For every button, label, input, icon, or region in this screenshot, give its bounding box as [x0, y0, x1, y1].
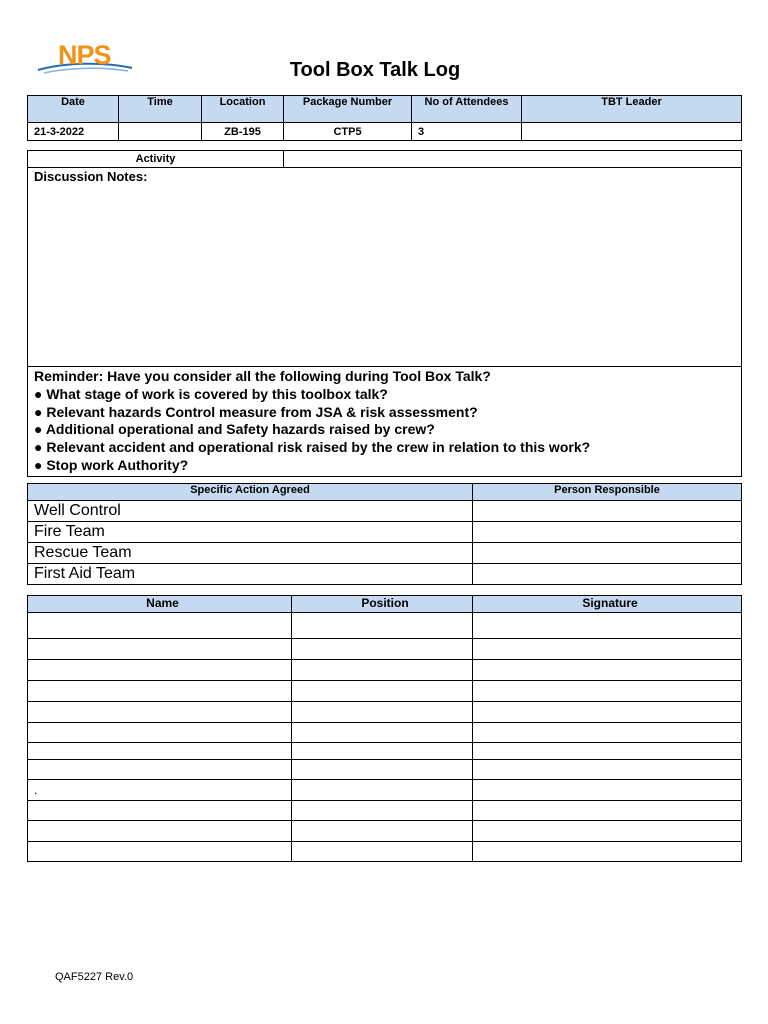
- signature-cell[interactable]: [473, 723, 742, 743]
- location-header: Location: [202, 96, 284, 123]
- position-header: Position: [292, 596, 473, 613]
- reminder-item: ● What stage of work is covered by this toolbox talk?: [34, 385, 388, 402]
- name-cell[interactable]: .: [28, 780, 292, 801]
- person-cell[interactable]: [473, 564, 742, 585]
- tbt-leader-header: TBT Leader: [522, 96, 742, 123]
- position-cell[interactable]: [292, 780, 473, 801]
- position-cell[interactable]: [292, 743, 473, 760]
- attendees-field[interactable]: 3: [412, 123, 522, 141]
- table-row: [28, 780, 742, 801]
- name-cell[interactable]: [28, 639, 292, 660]
- form-code: QAF5227 Rev.0: [55, 971, 134, 983]
- info-table: [27, 95, 742, 141]
- name-cell[interactable]: [28, 702, 292, 723]
- signature-cell[interactable]: [473, 639, 742, 660]
- table-row: [28, 743, 742, 760]
- discussion-notes-label: Discussion Notes:: [34, 169, 148, 184]
- name-cell[interactable]: [28, 842, 292, 862]
- signature-cell[interactable]: [473, 660, 742, 681]
- package-number-header: Package Number: [284, 96, 412, 123]
- person-cell[interactable]: [473, 501, 742, 522]
- person-responsible-header: Person Responsible: [473, 484, 742, 501]
- name-cell[interactable]: [28, 681, 292, 702]
- position-cell[interactable]: [292, 760, 473, 780]
- position-cell[interactable]: [292, 702, 473, 723]
- signature-cell[interactable]: [473, 842, 742, 862]
- specific-action-header: Specific Action Agreed: [28, 484, 473, 501]
- signature-header: Signature: [473, 596, 742, 613]
- signature-cell[interactable]: [473, 780, 742, 801]
- position-cell[interactable]: [292, 660, 473, 681]
- person-cell[interactable]: [473, 543, 742, 564]
- action-cell[interactable]: Rescue Team: [28, 543, 473, 564]
- time-header: Time: [119, 96, 202, 123]
- activity-field[interactable]: [284, 151, 742, 168]
- signature-cell[interactable]: [473, 681, 742, 702]
- position-cell[interactable]: [292, 639, 473, 660]
- table-row: [28, 522, 742, 543]
- table-row: [28, 723, 742, 743]
- attendance-table: [27, 595, 742, 862]
- time-field[interactable]: [119, 123, 202, 141]
- name-cell[interactable]: [28, 821, 292, 842]
- reminder-item: ● Stop work Authority?: [34, 456, 189, 473]
- date-field[interactable]: 21-3-2022: [28, 123, 119, 141]
- table-row: [28, 842, 742, 862]
- position-cell[interactable]: [292, 842, 473, 862]
- table-row: [28, 821, 742, 842]
- position-cell[interactable]: [292, 801, 473, 821]
- position-cell[interactable]: [292, 723, 473, 743]
- table-row: [28, 639, 742, 660]
- activity-table: [27, 150, 742, 477]
- table-row: [28, 564, 742, 585]
- name-cell[interactable]: [28, 743, 292, 760]
- reminder-item: ● Relevant accident and operational risk raised by the crew in relation to this work?: [34, 439, 591, 456]
- activity-label: Activity: [28, 151, 284, 168]
- position-cell[interactable]: [292, 613, 473, 639]
- name-cell[interactable]: [28, 723, 292, 743]
- reminder-box: [28, 367, 742, 477]
- document-title: Tool Box Talk Log: [289, 59, 461, 81]
- attendees-header: No of Attendees: [412, 96, 522, 123]
- signature-cell[interactable]: [473, 743, 742, 760]
- table-row: [28, 801, 742, 821]
- signature-cell[interactable]: [473, 613, 742, 639]
- name-cell[interactable]: [28, 760, 292, 780]
- name-header: Name: [28, 596, 292, 613]
- table-row: [28, 660, 742, 681]
- table-row: [28, 543, 742, 564]
- signature-cell[interactable]: [473, 702, 742, 723]
- location-field[interactable]: ZB-195: [202, 123, 284, 141]
- signature-cell[interactable]: [473, 801, 742, 821]
- table-row: [28, 501, 742, 522]
- name-cell[interactable]: [28, 801, 292, 821]
- position-cell[interactable]: [292, 821, 473, 842]
- signature-cell[interactable]: [473, 821, 742, 842]
- table-row: [28, 613, 742, 639]
- action-cell[interactable]: First Aid Team: [28, 564, 473, 585]
- reminder-item: ● Relevant hazards Control measure from JSA & risk assessment?: [34, 403, 478, 420]
- position-cell[interactable]: [292, 681, 473, 702]
- signature-cell[interactable]: [473, 760, 742, 780]
- table-row: [28, 681, 742, 702]
- reminder-heading: Reminder: Have you consider all the following during Tool Box Talk?: [34, 368, 491, 384]
- action-cell[interactable]: Fire Team: [28, 522, 473, 543]
- date-header: Date: [28, 96, 119, 123]
- name-cell[interactable]: [28, 660, 292, 681]
- logo-text: NPS: [58, 40, 111, 70]
- action-table: [27, 483, 742, 585]
- person-cell[interactable]: [473, 522, 742, 543]
- tbt-leader-field[interactable]: [522, 123, 742, 141]
- table-row: [28, 702, 742, 723]
- table-row: [28, 760, 742, 780]
- action-cell[interactable]: Well Control: [28, 501, 473, 522]
- name-cell[interactable]: [28, 613, 292, 639]
- package-number-field[interactable]: CTP5: [284, 123, 412, 141]
- reminder-item: ● Additional operational and Safety hazards raised by crew?: [34, 421, 435, 438]
- discussion-notes-field[interactable]: [28, 168, 742, 367]
